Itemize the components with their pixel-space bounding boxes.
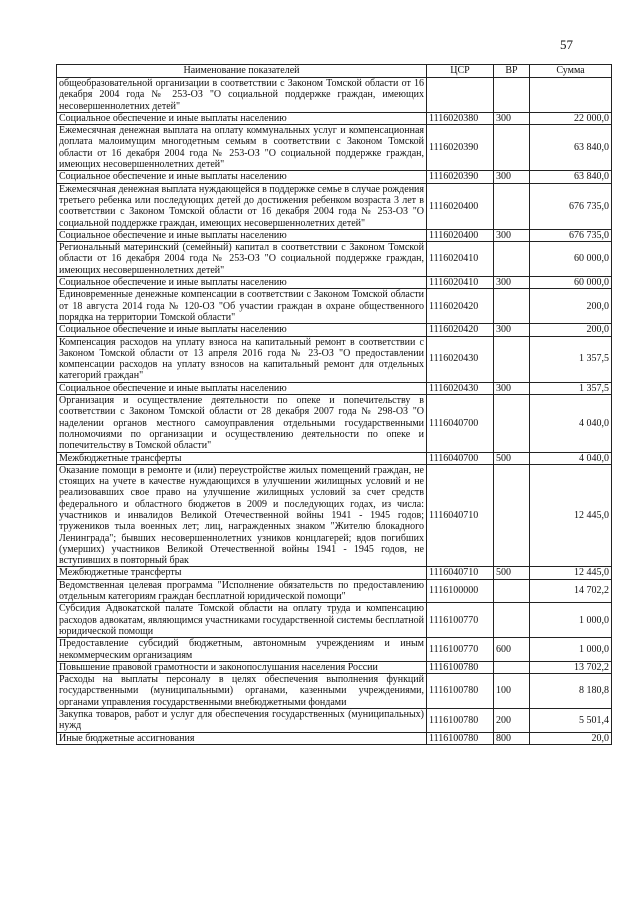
table-row	[57, 78, 612, 113]
header-row	[57, 65, 612, 78]
table-row	[57, 336, 612, 382]
cell-sum: 63 840,0	[530, 125, 612, 171]
table-row	[57, 709, 612, 733]
cell-csr: 1116100770	[427, 638, 494, 662]
cell-csr: 1116020390	[427, 125, 494, 171]
header-sum: Сумма	[530, 65, 612, 78]
cell-vr: 200	[494, 709, 530, 733]
table-row	[57, 603, 612, 638]
table-header	[57, 65, 612, 78]
page-number: 57	[560, 37, 573, 52]
cell-sum: 200,0	[530, 289, 612, 324]
cell-name: Организация и осуществление деятельности по опеке и попечительству в соответствии с Законом Томской области от 28 декабря 2007 года № 298-ОЗ "О наделении органов местного самоуправления отдельными государственными полномочиями по организации и осуществлению деятельности по опеке и попечительству в Томской области"	[57, 395, 427, 452]
cell-vr	[494, 336, 530, 382]
cell-csr: 1116040710	[427, 464, 494, 567]
cell-sum: 60 000,0	[530, 242, 612, 277]
cell-vr: 600	[494, 638, 530, 662]
cell-name: Региональный материнский (семейный) капитал в соответствии с Законом Томской области от 16 декабря 2004 года № 253-ОЗ "О социальной поддержке граждан, имеющих несовершеннолетних детей"	[57, 242, 427, 277]
cell-csr: 1116020430	[427, 336, 494, 382]
cell-csr: 1116020410	[427, 277, 494, 289]
cell-sum: 60 000,0	[530, 277, 612, 289]
cell-sum: 12 445,0	[530, 567, 612, 579]
cell-csr: 1116040710	[427, 567, 494, 579]
table-row	[57, 171, 612, 183]
table-row	[57, 732, 612, 744]
table-row	[57, 674, 612, 709]
cell-sum: 1 000,0	[530, 603, 612, 638]
cell-vr	[494, 242, 530, 277]
cell-name: Социальное обеспечение и иные выплаты населению	[57, 277, 427, 289]
table-row	[57, 464, 612, 567]
cell-name: Единовременные денежные компенсации в соответствии с Законом Томской области от 18 августа 2014 года № 120-ОЗ "Об участии граждан в охране общественного порядка на территории Томской области"	[57, 289, 427, 324]
cell-sum: 1 357,5	[530, 382, 612, 394]
cell-name: Повышение правовой грамотности и законопослушания населения России	[57, 661, 427, 673]
cell-csr: 1116100770	[427, 603, 494, 638]
cell-name: Ежемесячная денежная выплата нуждающейся в поддержке семье в случае рождения третьего ребенка или последующих детей до достижения ребенком возраста 3 лет в соответствии с Законом Томской области от 16 декабря 2004 года № 253-ОЗ "О социальной поддержке граждан, имеющих несовершеннолетних детей"	[57, 183, 427, 229]
cell-name: Социальное обеспечение и иные выплаты населению	[57, 382, 427, 394]
cell-vr	[494, 183, 530, 229]
cell-sum: 4 040,0	[530, 452, 612, 464]
table-row	[57, 567, 612, 579]
cell-sum: 5 501,4	[530, 709, 612, 733]
cell-vr: 300	[494, 277, 530, 289]
cell-name: Закупка товаров, работ и услуг для обеспечения государственных (муниципальных) нужд	[57, 709, 427, 733]
cell-name: общеобразовательной организации в соответствии с Законом Томской области от 16 декабря 2004 года № 253-ОЗ "О социальной поддержке граждан, имеющих несовершеннолетних детей"	[57, 78, 427, 113]
cell-vr: 300	[494, 229, 530, 241]
cell-vr: 300	[494, 324, 530, 336]
table-row	[57, 112, 612, 124]
cell-csr: 1116100780	[427, 732, 494, 744]
cell-vr: 100	[494, 674, 530, 709]
cell-name: Ведомственная целевая программа "Исполнение обязательств по предоставлению отдельным категориям граждан бесплатной юридической помощи"	[57, 579, 427, 603]
cell-vr: 300	[494, 171, 530, 183]
table-row	[57, 242, 612, 277]
cell-sum: 8 180,8	[530, 674, 612, 709]
cell-csr: 1116040700	[427, 395, 494, 452]
cell-sum: 14 702,2	[530, 579, 612, 603]
cell-csr: 1116100780	[427, 709, 494, 733]
table-row	[57, 183, 612, 229]
cell-csr: 1116020400	[427, 183, 494, 229]
cell-sum	[530, 78, 612, 113]
header-name: Наименование показателей	[57, 65, 427, 78]
cell-csr: 1116020390	[427, 171, 494, 183]
table-row	[57, 324, 612, 336]
table-row	[57, 229, 612, 241]
cell-vr	[494, 78, 530, 113]
cell-name: Оказание помощи в ремонте и (или) переустройстве жилых помещений граждан, не стоящих на учете в качестве нуждающихся в улучшении жилищных условий и не реализовавших свое право на улучшение жилищных условий за счет средств федерального и областного бюджетов в 2009 и последующих годах, из числа: участников и инвалидов Великой Отечественной войны 1941 - 1945 годов; тружеников тыла военных лет; лиц, награжденных знаком "Жителю блокадного Ленинграда"; бывших несовершеннолетних узников концлагерей; вдов погибших (умерших) участников Великой Отечественной войны 1941 - 1945 годов, не вступивших в повторный брак	[57, 464, 427, 567]
cell-csr	[427, 78, 494, 113]
cell-vr	[494, 289, 530, 324]
cell-sum: 676 735,0	[530, 229, 612, 241]
budget-table	[56, 64, 612, 745]
cell-name: Социальное обеспечение и иные выплаты населению	[57, 112, 427, 124]
cell-name: Социальное обеспечение и иные выплаты населению	[57, 171, 427, 183]
cell-csr: 1116020400	[427, 229, 494, 241]
cell-name: Межбюджетные трансферты	[57, 567, 427, 579]
cell-name: Расходы на выплаты персоналу в целях обеспечения выполнения функций государственными (муниципальными) органами, казенными учреждениями, органами управления государственными внебюджетными фондами	[57, 674, 427, 709]
table-row	[57, 579, 612, 603]
cell-vr	[494, 464, 530, 567]
header-vr: ВР	[494, 65, 530, 78]
cell-sum: 1 000,0	[530, 638, 612, 662]
cell-csr: 1116100780	[427, 674, 494, 709]
cell-csr: 1116100780	[427, 661, 494, 673]
table-row	[57, 452, 612, 464]
table-row	[57, 125, 612, 171]
cell-name: Предоставление субсидий бюджетным, автономным учреждениям и иным некоммерческим организациям	[57, 638, 427, 662]
table-row	[57, 382, 612, 394]
cell-name: Ежемесячная денежная выплата на оплату коммунальных услуг и компенсационная доплата малоимущим многодетным семьям в соответствии с Законом Томской области от 16 декабря 2004 года № 253-ОЗ "О социальной поддержке граждан, имеющих несовершеннолетних детей"	[57, 125, 427, 171]
cell-vr	[494, 661, 530, 673]
cell-sum: 200,0	[530, 324, 612, 336]
cell-sum: 676 735,0	[530, 183, 612, 229]
cell-sum: 22 000,0	[530, 112, 612, 124]
cell-vr: 500	[494, 567, 530, 579]
cell-vr: 300	[494, 382, 530, 394]
cell-vr: 300	[494, 112, 530, 124]
table-body	[57, 78, 612, 745]
cell-name: Компенсация расходов на уплату взноса на капитальный ремонт в соответствии с Законом Томской области от 13 апреля 2016 года № 23-ОЗ "О предоставлении компенсации расходов на уплату взносов на капитальный ремонт для отдельных категорий граждан"	[57, 336, 427, 382]
cell-name: Иные бюджетные ассигнования	[57, 732, 427, 744]
cell-sum: 20,0	[530, 732, 612, 744]
cell-csr: 1116100000	[427, 579, 494, 603]
table-row	[57, 277, 612, 289]
table-row	[57, 289, 612, 324]
cell-name: Субсидия Адвокатской палате Томской области на оплату труда и компенсацию расходов адвокатам, являющимся участниками государственной системы бесплатной юридической помощи	[57, 603, 427, 638]
cell-csr: 1116020420	[427, 289, 494, 324]
cell-csr: 1116020420	[427, 324, 494, 336]
cell-sum: 63 840,0	[530, 171, 612, 183]
cell-vr	[494, 395, 530, 452]
cell-csr: 1116020380	[427, 112, 494, 124]
cell-name: Межбюджетные трансферты	[57, 452, 427, 464]
cell-sum: 1 357,5	[530, 336, 612, 382]
cell-sum: 12 445,0	[530, 464, 612, 567]
cell-vr	[494, 603, 530, 638]
cell-vr: 800	[494, 732, 530, 744]
table-row	[57, 395, 612, 452]
table-row	[57, 661, 612, 673]
cell-sum: 13 702,2	[530, 661, 612, 673]
cell-csr: 1116020430	[427, 382, 494, 394]
header-csr: ЦСР	[427, 65, 494, 78]
cell-csr: 1116020410	[427, 242, 494, 277]
table-row	[57, 638, 612, 662]
cell-vr	[494, 579, 530, 603]
cell-name: Социальное обеспечение и иные выплаты населению	[57, 229, 427, 241]
cell-vr	[494, 125, 530, 171]
cell-vr: 500	[494, 452, 530, 464]
cell-csr: 1116040700	[427, 452, 494, 464]
cell-name: Социальное обеспечение и иные выплаты населению	[57, 324, 427, 336]
cell-sum: 4 040,0	[530, 395, 612, 452]
